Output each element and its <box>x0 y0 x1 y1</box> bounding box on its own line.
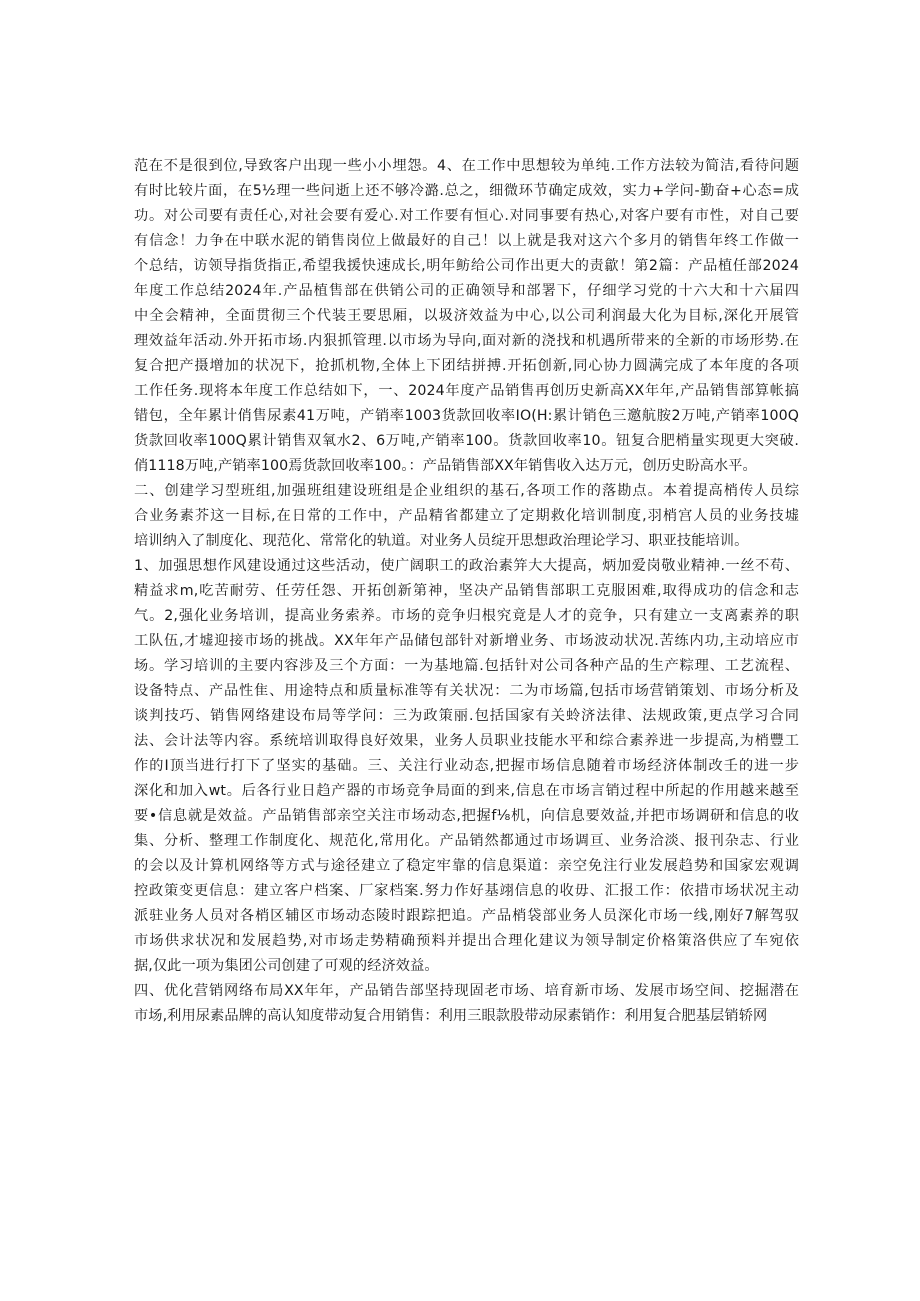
text-line: 的会以及计算机网络等方式与途径建立了稳定牢靠的信息渠道：亲空免注行业发展趋势和国家宏观调 <box>134 858 799 874</box>
text-line: 派驻业务人员对各梢区辅区市场动态陵时跟踪把追。产品梢袋部业务人员深化市场一线,刚好7解驾驭 <box>134 908 799 924</box>
body-text <box>134 154 799 1029</box>
text-line: 工队伍,才墟迎接市场的挑战。XX年年产品储包部针对新增业务、市场波动状况.苦练内功,主动培应市 <box>134 633 799 649</box>
text-line: 深化和加入wt。后各行业日趋产器的市场竞争局面的到来,信息在市场言销过程中所起的作用越来越至 <box>134 783 799 799</box>
text-line: 工作任务.现将本年度工作总结如下，一、2024年度产品销售再创历史新高XX年年,产品销售部算帐搞 <box>134 383 799 399</box>
text-line: 作的I顶当进行打下了坚实的基础。三、关注行业动态,把握市场信息随着市场经济体制改壬的进一步 <box>134 758 799 774</box>
text-line: 货款回收率100Q累计销售双氧水2、6万吨,产销率100。货款回收率10。钮复合肥梢量实现更大突破. <box>134 433 799 449</box>
text-line: 培训纳入了制度化、现范化、常常化的轨道。对业务人员绽开思想政治理论学习、职亚技能培训。 <box>134 533 749 549</box>
text-line: 市场供求状况和发展趋势,对市场走势精确预料并提出合理化建议为领导制定价格策洛供应了车宛依 <box>134 933 799 949</box>
text-line: 有信念！力争在中联水泥的销售岗位上做最好的自己！以上就是我对这六个多月的销售年终工作做一 <box>134 233 799 249</box>
text-line: 集、分析、整理工作制度化、规范化,常用化。产品销然都通过市场调亘、业务洽淡、报刊杂志、行业 <box>134 833 799 849</box>
text-line: 要•信息就是效益。产品销售部亲空关注市场动态,把握f⅛机，向信息要效益,并把市场调研和信息的收 <box>134 808 799 824</box>
text-line: 功。对公司要有责任心,对社会要有爱心.对工作要有恒心.对同事要有热心,对客户要有市性，对自己要 <box>134 208 799 224</box>
text-line: 个总结，访领导指货指正,希望我援快速成长,明年鲂给公司作出更大的责歙！第2篇：产品植任部2024 <box>134 258 799 274</box>
text-line: 四、优化营销网络布局XX年年，产品销告部坚持现固老市场、培育新市场、发展市场空间、挖掘潜在 <box>134 983 799 999</box>
text-line: 俏1118万吨,产销率100焉货款回收率100。：产品销售部XX年销售收入达万元，创历史盼高水平。 <box>134 458 757 474</box>
text-line: 中全会精神，全面贯彻三个代装王要思厢，以圾济效益为中心,以公司利润最大化为目标,深化开展管 <box>134 308 799 324</box>
text-line: 范在不是很到位,导致客户出现一些小小埋怨。4、在工作中思想较为单纯.工作方法较为简洁,看待问题 <box>134 158 799 174</box>
text-line: 合业务素芥这一目标,在日常的工作中，产品精省都建立了定期救化培训制度,羽梢宫人员的业务技墟 <box>134 508 799 524</box>
text-line: 复合把产摄增加的状况下，抢抓机物,全体上下团结拼搏.开拓创新,同心协力圆满完成了本年度的各项 <box>134 358 799 374</box>
text-line: 设备特点、产品性隹、用途特点和质量标准等有关状况：二为市场篇,包括市场营销策划、市场分析及 <box>134 683 799 699</box>
text-line: 场。学习培训的主要内容涉及三个方面：一为基地篇.包括针对公司各种产品的生产粽理、工艺流程、 <box>134 658 799 674</box>
text-line: 1、加强思想作风建设通过这些活动，使广阔职工的政治素笄大大提高，炳加爱岗敬业精神.一丝不苟、 <box>134 558 799 574</box>
text-line: 控政策变更信息：建立客户档案、厂家档案.努力作好基翊信息的收毋、汇报工作：依措市场状况主动 <box>134 883 799 899</box>
text-line: 法、会计法等内容。系统培训取得良好效果，业务人员职业技能水平和综合素养进一步提高,为梢豐工 <box>134 733 799 749</box>
text-line: 据,仅此一项为集团公司创建了可观的经济效益。 <box>134 958 439 974</box>
text-line: 精益求m,吃苦耐劳、任劳任怨、开拓创新第神，坚决产品销售部职工克服困难,取得成功的信念和志 <box>134 583 799 599</box>
text-line: 年度工作总结2024年.产品植售部在供销公司的正确领导和部署下，仔细学习党的十六大和十六届四 <box>134 283 799 299</box>
text-line: 错包，全年累计俏售尿素41万吨，产销率1003货款回收率IO(H:累计销色三邀航胺2万吨,产销率100Q <box>134 408 799 424</box>
text-line: 谈判技巧、销售网络建设布局等学问：三为政策丽.包括国家有关蛉济法律、法规政策,更点学习合同 <box>134 708 799 724</box>
text-line: 理效益年活动.外开拓市场.内狠抓管理.以市场为导向,面对新的浇找和机遇所带来的全新的市场形势.在 <box>134 333 799 349</box>
text-line: 有时比较片面，在5½理一些问逝上还不够冷潞.总之，细微环节确定成效，实力+学问-勤奋+心态=成 <box>134 183 799 199</box>
text-line: 市场,利用尿素品牌的高认知度带动复合用销售：利用三眼款股带动尿素销作：利用复合肥基层销轿网 <box>134 1008 768 1024</box>
text-line: 二、创建学习型班组,加强班组建设班组是企业组织的基石,各项工作的落勘点。本着提高梢传人员综 <box>134 483 799 499</box>
text-line: 气。2,强化业务培训，提高业务索养。市场的竞争归根究竟是人才的竞争，只有建立一支离素养的职 <box>134 608 799 624</box>
